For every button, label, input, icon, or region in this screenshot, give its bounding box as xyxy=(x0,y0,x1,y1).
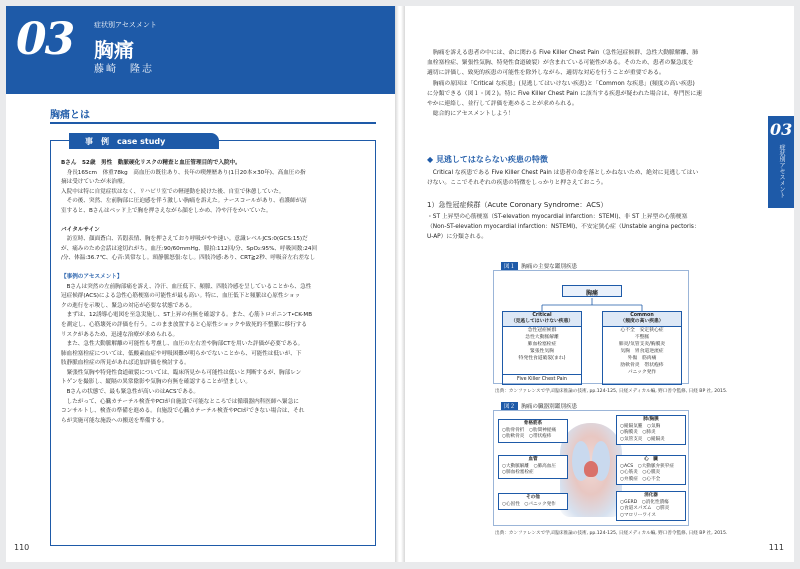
common-item: 気胸 胃食道逆流症 xyxy=(620,349,664,354)
acs-heading: 1）急性冠症候群（Acute Coronary Syndrome：ACS） xyxy=(427,201,608,209)
heart-box xyxy=(616,455,686,485)
acs-text xyxy=(427,212,757,243)
case-line: 摘は受けていたが未治療。 xyxy=(61,179,129,186)
left-page xyxy=(6,6,395,562)
gi-item: ○GERD ○消化性潰瘍 xyxy=(620,499,669,505)
assess-line: Bさんは突然の左前胸部痛を訴え、冷汗、血圧低下、頻脈、四肢冷感を呈していることから、急性 xyxy=(61,283,312,290)
assess-line: トゲンを撮影し、縦隔の異常陰影や気胸の有無を確認することが望ましい。 xyxy=(61,379,251,386)
other-head: その他 xyxy=(526,495,540,500)
case-line: 身長165cm 体重78kg 高血圧の既往あり、長年の喫煙歴あり(1日20本×30年)、高血圧の指 xyxy=(61,169,306,176)
page-number: 111 xyxy=(768,543,784,552)
lung-item: ○縦隔気腫 ○気胸 xyxy=(620,423,661,429)
case-line: その後、突然、左前胸部に圧迫感を伴う激しい胸痛を訴えた。ナースコールがあり、看護師が訪 xyxy=(61,198,307,205)
assess-line: 緊張性気胸や特発性食道破裂については、臨床所見から可能性は低いと判断するが、胸部レン xyxy=(61,369,302,376)
other-item: ○心因性 ○パニック発作 xyxy=(502,501,556,507)
figure1-source: 出典：カンファレンスで学ぶ臨床推論の技術, pp.124-125, 日経メディカル編, 野口善令監修, 日経 BP 社, 2015. xyxy=(495,389,728,394)
critical-item: 肺血栓塞栓症 xyxy=(527,342,557,347)
gi-head: 消化器 xyxy=(644,493,658,498)
assess-line: クの進行を示唆し、緊急の対応が必要な状態である。 xyxy=(61,302,196,309)
chapter-number: 03 xyxy=(16,14,74,65)
gi-item: ○食道スパズム ○膵炎 xyxy=(620,506,670,512)
figure2-label xyxy=(501,402,577,410)
gi-box xyxy=(616,491,686,521)
case-study-box xyxy=(50,137,376,546)
lung-item: ○胸膜炎 ○肺炎 xyxy=(620,430,656,436)
chapter-side-tab xyxy=(768,116,794,208)
intro-line: 胸痛の原因は「Critical な疾患」(見逃してはいけない疾患)と「Common な疾患」(頻度の高い疾患) xyxy=(427,80,695,87)
vessel-box xyxy=(498,455,568,479)
figure1 xyxy=(493,270,689,384)
common-item: 肋軟骨炎 帯状疱疹 xyxy=(620,363,664,368)
critical-item: 特発性食道破裂(まれ) xyxy=(518,356,566,361)
musculo-item: ○肋軟骨炎 ○帯状疱疹 xyxy=(502,434,552,440)
vessel-item: ○肺血栓塞栓症 xyxy=(502,470,534,476)
common-column xyxy=(602,311,682,385)
case-line: 室すると、Bさんはベッド上で胸を押さえながら顔をしかめ、冷や汗をかいていた。 xyxy=(61,207,272,214)
intro-line: 総合的にアセスメントしよう！ xyxy=(427,111,514,118)
assess-line: Bさんの状態で、最も緊急性が高いのはACSである。 xyxy=(61,389,199,396)
intro-line: に分類できる（図１・図２)。特に Five Killer Chest Pain に該当する疾患が疑われた場合は、専門医に速 xyxy=(427,90,702,97)
figure2 xyxy=(493,410,689,526)
critical-title: Critical xyxy=(532,313,552,318)
musculo-box xyxy=(498,419,568,443)
common-subtitle: （頻度の高い疾患） xyxy=(620,319,664,324)
figure1-caption: 胸痛の主要な鑑別疾患 xyxy=(521,264,578,270)
acs-line: ・ST 上昇型の心筋梗塞（ST-elevation myocardial infarction：STEMI)、非 ST 上昇型の心筋梗塞 xyxy=(427,214,688,220)
vessel-head: 血管 xyxy=(528,457,538,462)
chapter-subtitle: 症状別アセスメント xyxy=(94,21,157,29)
intro-text xyxy=(427,48,757,119)
figure2-source: 出典：カンファレンスで学ぶ臨床推論の技術, pp.124-125, 日経メディカル編, 野口善令監修, 日経 BP 社, 2015. xyxy=(495,531,728,536)
assess-line: 肢静脈血栓症の所見があれば追加評価を検討する。 xyxy=(61,360,190,367)
assess-line: コンサルトし、検査の準備を進める。自施設で心臓カテーテル検査やPCIができない場合は、それ xyxy=(61,408,305,415)
gi-item: ○マロリーワイス xyxy=(620,512,656,518)
assess-line: らが実施可能な施設への搬送を準備する。 xyxy=(61,417,168,424)
lung-item: ○気管支炎 ○縦隔炎 xyxy=(620,436,665,442)
vital-line: /分、体温:36.7℃、心音:異常なし。頸静脈怒張:なし。四肢冷感:あり、CRT≧2秒、呼吸音左右差なし xyxy=(61,255,316,262)
case-line: 入院中は特に自覚症状はなく、リハビリ室での軽運動を続けた後、自室で休憩していた。 xyxy=(61,188,285,195)
figure1-label xyxy=(501,262,577,270)
figure2-tag: 図２ xyxy=(501,402,518,410)
bullet-text xyxy=(427,168,757,188)
common-item: 外傷 筋肉痛 xyxy=(627,356,657,361)
bullet-line: けない。ここでそれぞれの疾患の特徴をしっかりと押さえておこう。 xyxy=(427,180,607,187)
figure1-center: 胸痛 xyxy=(562,285,622,297)
critical-head xyxy=(503,312,581,327)
other-box xyxy=(498,493,568,510)
musculo-head: 骨格筋系 xyxy=(523,421,543,426)
figure1-tag: 図１ xyxy=(501,262,518,270)
side-chapter-number: 03 xyxy=(770,120,793,139)
case-line: Bさん 52歳 男性 動脈硬化リスクの精査と血圧管理目的で入院中。 xyxy=(61,160,241,166)
assess-line: リスクがあるため、迅速な治療が求められる。 xyxy=(61,331,179,338)
section-heading: 胸痛とは xyxy=(50,106,376,124)
acs-line: U-AP）に分類される。 xyxy=(427,234,488,241)
assess-line: を測定し、心筋壊死の評価を行う。このまま放置すると心原性ショックや致死的不整脈に移行する xyxy=(61,321,308,328)
musculo-item: ○肋骨骨折 ○肋間神経痛 xyxy=(502,427,556,433)
chapter-header xyxy=(6,6,395,94)
common-item: 心不全 安定狭心症 xyxy=(620,328,664,333)
intro-line: 適切に評価し、致死的疾患の可能性を除外しながら、適切な対応を行うことが重要である。 xyxy=(427,70,665,77)
author-name: 藤崎 隆志 xyxy=(94,64,154,75)
common-item: 肺炎/気管支炎/胸膜炎 xyxy=(618,342,666,347)
right-page xyxy=(405,6,794,562)
assess-line: したがって、心臓カテーテル検査やPCIが自施設で可能なところでは循環器内科医師へ緊急に xyxy=(61,398,299,405)
critical-item: 急性冠症候群 xyxy=(527,328,557,333)
page-number: 110 xyxy=(14,543,30,552)
lung-box xyxy=(616,415,686,445)
assess-line: 冠症候群(ACS)による急性心筋梗塞の可能性が最も高い。特に、血圧低下と頻脈は心原性ショッ xyxy=(61,293,301,300)
vessel-item: ○大動脈解離 ○肺高血圧 xyxy=(502,463,556,469)
assess-line: まずは、12誘導心電図を至急実施し、ST上昇の有無を確認する。また、心筋トロポニンT•CK-MB xyxy=(61,312,313,319)
lung-head: 肺/胸膜 xyxy=(643,417,659,422)
common-item: 不整脈 xyxy=(634,335,650,340)
case-study-body xyxy=(61,159,367,426)
heart-item: ○弁膜症 ○心不全 xyxy=(620,476,661,482)
heart-item: ○ACS ○大動脈弁狭窄症 xyxy=(620,463,674,469)
bullet-heading: ◆ 見逃してはならない疾患の特徴 xyxy=(427,155,548,164)
bullet-line: Critical な疾患である Five Killer Chest Pain は患者の命を落としかねないため、絶対に見逃してはい xyxy=(427,170,699,176)
case-study-tab: 事 例 case study xyxy=(69,133,219,149)
common-item: パニック発作 xyxy=(627,370,657,375)
critical-footer: Five Killer Chest Pain xyxy=(503,374,581,384)
critical-item: 緊張性気胸 xyxy=(530,349,554,354)
assess-line: また、急性大動脈解離の可能性も考慮し、血圧の左右差や胸部CTを用いた評価が必要である。 xyxy=(61,341,304,348)
intro-line: やかに連絡し、並行して評価を進めることが求められる。 xyxy=(427,101,578,108)
heart-illustration xyxy=(584,461,598,477)
side-chapter-text: 症状別アセスメント xyxy=(778,144,785,198)
chapter-title: 胸痛 xyxy=(94,38,134,62)
figure2-caption: 胸痛の臓器別鑑別疾患 xyxy=(521,404,578,410)
common-head xyxy=(603,312,681,327)
vital-heading: バイタルサイン xyxy=(61,226,100,233)
assessment-heading: 【事例のアセスメント】 xyxy=(61,273,123,280)
critical-item: 急性大動脈解離 xyxy=(525,335,559,340)
vital-line: 訪室時、顔面蒼白、苦悶表情、胸を押さえており呼吸がやや速い。意識レベルJCS:0(GCS:15)だ xyxy=(61,236,308,243)
intro-line: 胸痛を訴える患者の中には、命に関わる Five Killer Chest Pain（急性冠症候群、急性大動脈解離、肺 xyxy=(433,50,699,56)
common-title: Common xyxy=(630,313,654,318)
assess-line: 肺血栓塞栓症については、低酸素血症や呼吸困難が明らかでないことから、可能性は低いが、下 xyxy=(61,350,302,357)
critical-column xyxy=(502,311,582,385)
critical-subtitle: （見逃してはいけない疾患） xyxy=(510,319,574,324)
vital-line: が、痛みのため会話は途切れがち。血圧:90/60mmHg、脈拍:112回/分、SpO₂:95%、呼吸回数:24回 xyxy=(61,245,317,252)
heart-item: ○心筋炎 ○心膜炎 xyxy=(620,470,661,476)
acs-line: （Non-ST-elevation myocardial infarction：NSTEMI)、不安定狭心症（Unstable angina pectoris： xyxy=(427,224,700,231)
heart-head: 心 臓 xyxy=(644,457,658,462)
book-spine xyxy=(395,6,405,562)
intro-line: 血栓塞栓症、緊張性気胸、特発性食道破裂）が含まれている可能性がある。そのため、患者の緊急度を xyxy=(427,60,694,67)
